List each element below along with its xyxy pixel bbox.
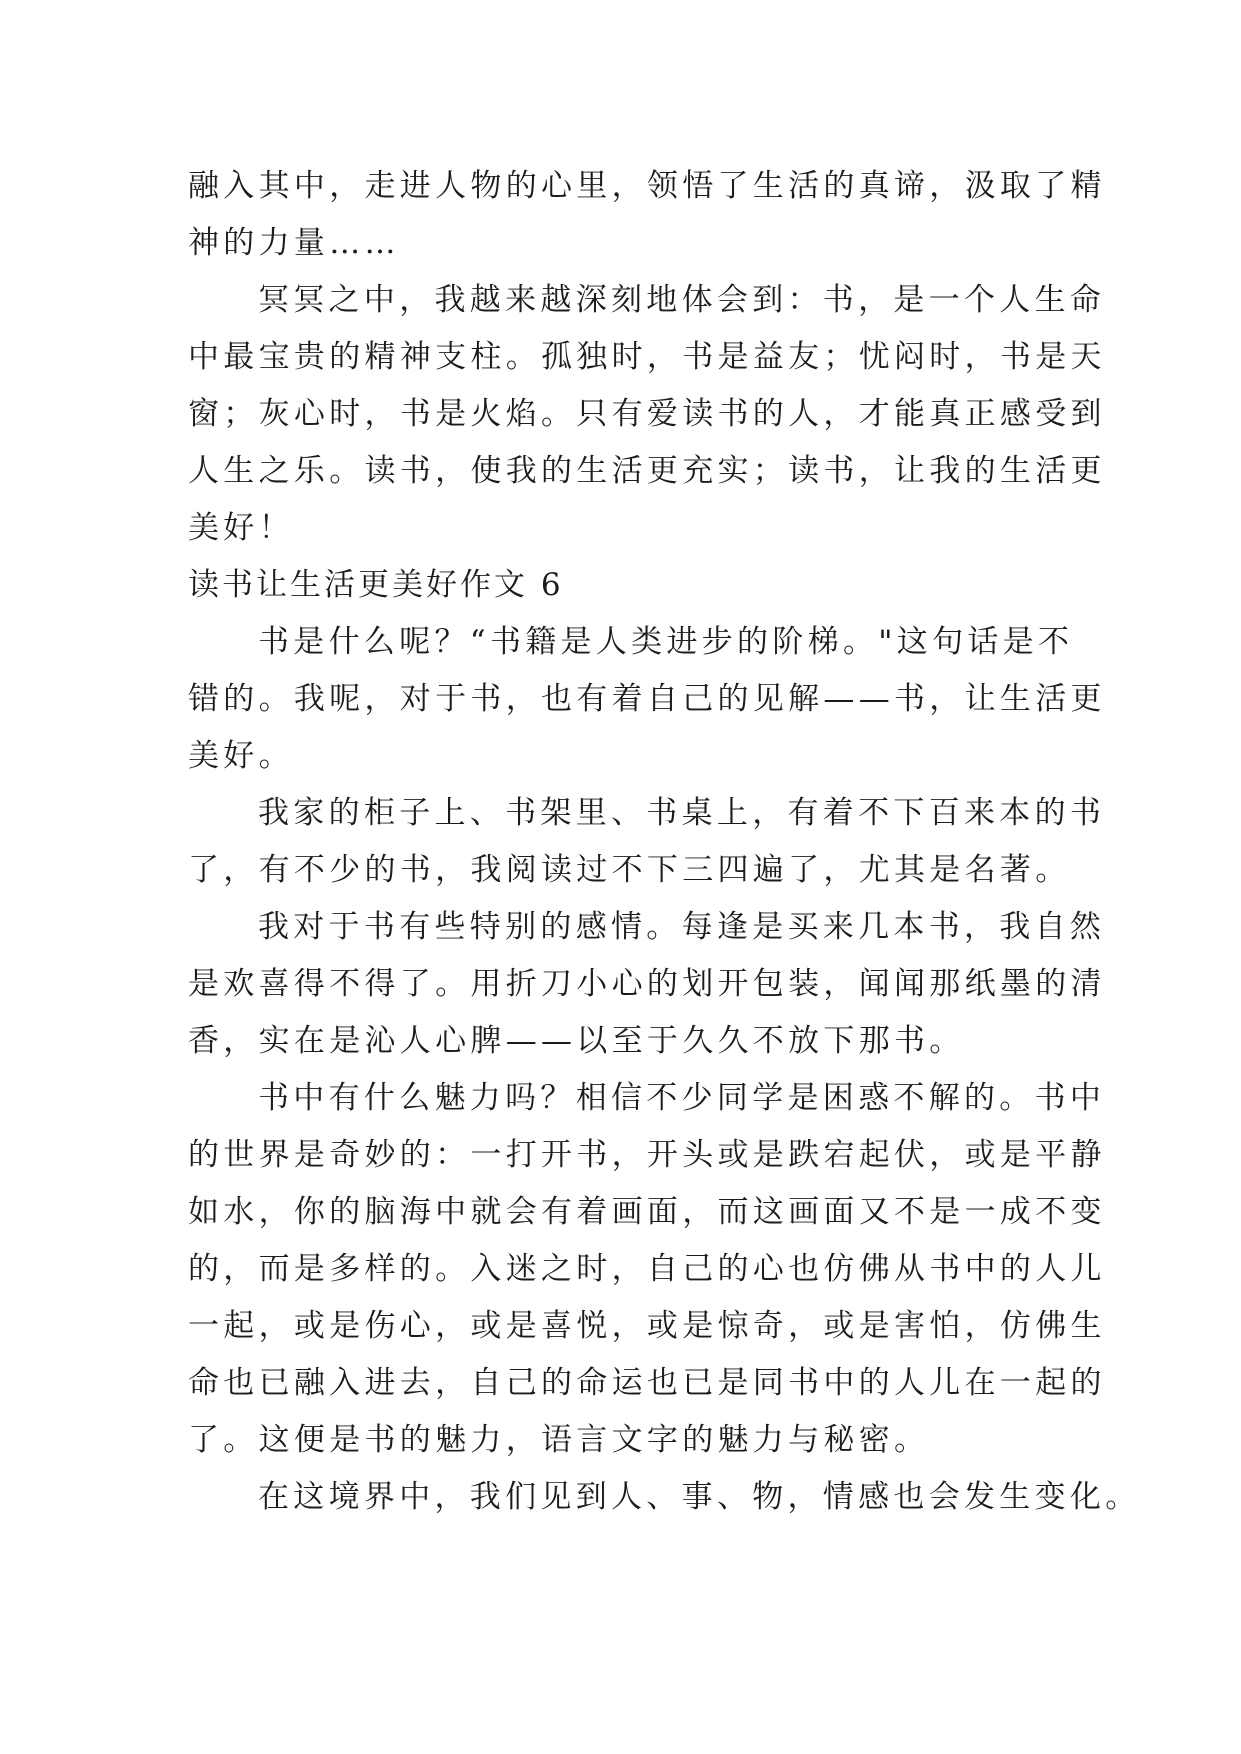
text-line: 命也已融入进去，自己的命运也已是同书中的人儿在一起的 [188, 1365, 1106, 1401]
text-line: 如水，你的脑海中就会有着画面，而这画面又不是一成不变 [188, 1194, 1106, 1230]
text-line: 神的力量…… [188, 225, 400, 261]
text-line: 香，实在是沁人心脾——以至于久久不放下那书。 [188, 1023, 965, 1059]
text-line: 融入其中，走进人物的心里，领悟了生活的真谛，汲取了精 [188, 168, 1106, 204]
text-line: 书是什么呢？“书籍是人类进步的阶梯。"这句话是不 [258, 624, 1074, 660]
text-line: 一起，或是伤心，或是喜悦，或是惊奇，或是害怕，仿佛生 [188, 1308, 1106, 1344]
text-line: 的世界是奇妙的：一打开书，开头或是跌宕起伏，或是平静 [188, 1137, 1106, 1173]
document-body [188, 158, 1141, 1526]
text-line: 是欢喜得不得了。用折刀小心的划开包装，闻闻那纸墨的清 [188, 966, 1106, 1002]
text-line: 了，有不少的书，我阅读过不下三四遍了，尤其是名著。 [188, 852, 1071, 888]
text-line: 美好！ [188, 510, 294, 546]
text-line: 中最宝贵的精神支柱。孤独时，书是益友；忧闷时，书是天 [188, 339, 1106, 375]
text-line: 人生之乐。读书，使我的生活更充实；读书，让我的生活更 [188, 453, 1106, 489]
section-heading: 读书让生活更美好作文 6 [188, 567, 564, 603]
text-line: 美好。 [188, 738, 294, 774]
text-line: 书中有什么魅力吗？相信不少同学是困惑不解的。书中 [258, 1080, 1106, 1116]
text-line: 在这境界中，我们见到人、事、物，情感也会发生变化。 [258, 1479, 1141, 1515]
text-line: 窗；灰心时，书是火焰。只有爱读书的人，才能真正感受到 [188, 396, 1106, 432]
text-line: 了。这便是书的魅力，语言文字的魅力与秘密。 [188, 1422, 930, 1458]
text-line: 我对于书有些特别的感情。每逢是买来几本书，我自然 [258, 909, 1106, 945]
text-line: 我家的柜子上、书架里、书桌上，有着不下百来本的书 [258, 795, 1106, 831]
text-line: 的，而是多样的。入迷之时，自己的心也仿佛从书中的人儿 [188, 1251, 1106, 1287]
text-line: 错的。我呢，对于书，也有着自己的见解——书，让生活更 [188, 681, 1106, 717]
text-line: 冥冥之中，我越来越深刻地体会到：书，是一个人生命 [258, 282, 1106, 318]
